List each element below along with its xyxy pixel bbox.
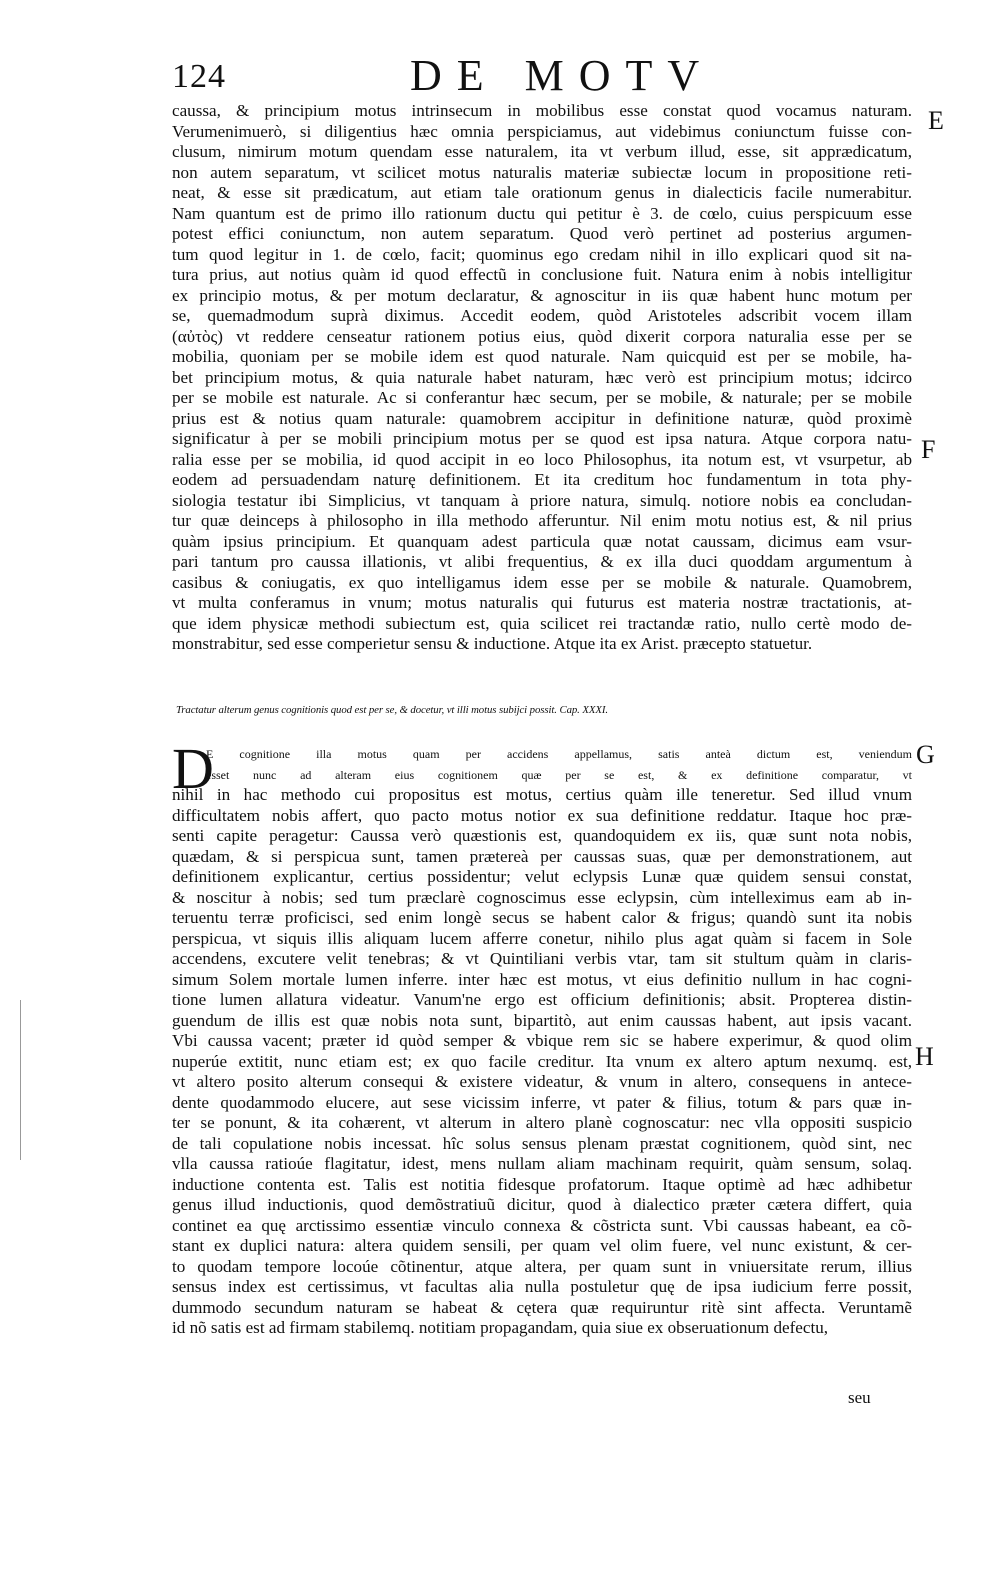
text-line: Verumenimuerò, si diligentius hæc omnia perspiciamus, aut videbimus coniunctum fuisse con- [172, 121, 912, 141]
text-line: tura prius, aut notius quàm id quod effectũ in conclusione fuit. Natura enim à nobis intelligitur [172, 265, 912, 284]
text-line: per se mobile est naturale. Ac si conferantur hæc secum, per se mobile, & naturale; per se mobile [172, 388, 912, 407]
text-line: ex principio motus, & per motum declaratur, & agnoscitur in iis quæ habent hunc motum per [172, 285, 912, 305]
text-line: ralia esse per se mobilia, id quod accipit in eo loco Philosophus, ita notum est, vt vsurpetur, ab [172, 449, 912, 469]
text-line: teruentu terræ proficisci, sed enim longè secus se habent calor & frigus; quandò sunt ita nobis [172, 908, 912, 927]
text-line: bet principium motus, & quia naturale habet naturam, hæc verò est principium motus; idcirco [172, 367, 912, 387]
text-line: & noscitur à nobis; sed tum præclarè cognoscimus esse eclypsin, cùm intelleximus eam ab in- [172, 887, 912, 907]
text-line: perspicua, vt siquis illis aliquam lucem afferre conetur, nihilo plus agat quàm si facem in Sole [172, 928, 912, 948]
text-line: ter se ponunt, & ita cohærent, vt alterum in altero planè cognoscatur: nec vlla oppositi suspicio [172, 1113, 912, 1132]
margin-letter-h: H [915, 1042, 934, 1071]
text-line: non autem separatum, vt scilicet motus naturalis materiæ subiectæ locum in propositione reti- [172, 162, 912, 182]
text-line: senti capite peragetur: Caussa verò quæstionis est, quandoquidem ex iis, quæ sunt nota nobis, [172, 826, 912, 845]
text-line: E cognitione illa motus quam per accidens appellamus, satis anteà dictum est, veniendum [206, 747, 912, 761]
text-line: sensus index est certissimus, vt facultas alia nulla postuletur quę de ipsa iudicium ferre possit, [172, 1277, 912, 1296]
text-line: guendum de illis est quæ nobis nota sunt, bipartitò, aut enim caussas habent, aut ipsis vacant. [172, 1010, 912, 1030]
text-line: mobilia, quoniam per se mobile idem est quod naturale. Nam quicquid est per se mobile, ha- [172, 347, 912, 366]
text-line: difficultatem nobis affert, quo pacto motus notior ex sua definitione reddatur. Itaque hoc præ- [172, 805, 912, 825]
text-line: dummodo secundum naturam se habeat & cętera quæ requiruntur ritè sint affecta. Veruntamẽ [172, 1297, 912, 1317]
text-line: dente quodammodo elucere, aut sese vicissim inferre, vt pater & filius, totum & pars quæ in- [172, 1092, 912, 1112]
text-line: quædam, & si perspicua sunt, tamen prætereà per caussas suas, quæ per demonstrationem, aut [172, 846, 912, 866]
text-line: nihil in hac methodo cui propositus est motus, certius quàm ille teneretur. Sed illud vnum [172, 785, 912, 804]
text-line: quàm ipsius principium. Et quanquam adest particula quæ notat caussam, dicimus eam vsur- [172, 531, 912, 551]
text-line: vt altero posito alterum consequi & existere videatur, & vnum in altero, consequens in antece- [172, 1072, 912, 1091]
text-line: tione lumen allatura videatur. Vanum'ne ergo est officium definitionis; absit. Propterea distin- [172, 990, 912, 1009]
text-line: vt multa conferamus in vnum; motus naturalis qui futurus est materia nostræ tractationis, at- [172, 593, 912, 612]
text-line: esset nunc ad alteram eius cognitionem quæ per se est, & ex definitione comparatur, vt [206, 767, 912, 782]
text-line: accendens, excutere velit tenebras; & vt Quintiliani verbis vtar, tam sit stultum quàm in claris- [172, 949, 912, 968]
text-line: continet ea quę arctissimo essentiæ vinculo connexa & cõstricta sunt. Vbi caussas habeant, ea cõ- [172, 1215, 912, 1235]
text-line: Nam quantum est de primo illo rationum ductu qui petitur è 3. de cœlo, cuius perspicuum esse [172, 203, 912, 223]
text-line: casibus & coniugatis, ex quo intelligamus idem esse per se mobile & naturale. Quamobrem, [172, 572, 912, 592]
text-line: potest effici coniunctum, non autem separatum. Quod verò pertinet ad posterius argumen- [172, 224, 912, 243]
text-line: eodem ad persuadendam naturę definitionem. Et ita creditum hoc fundamentum in tota phy- [172, 470, 912, 489]
text-line: que idem physicæ methodi subiectum est, quia scilicet rei tractandæ ratio, nullo certè modo de- [172, 613, 912, 633]
running-head: DE MOTV [410, 51, 715, 100]
page-number: 124 [172, 58, 226, 95]
text-line: vlla caussa ratioúe flagitatur, idest, mens nullam aliam machinam requirit, quàm sensum, solaq. [172, 1154, 912, 1173]
margin-letter-e: E [928, 106, 944, 135]
text-line: to quodam tempore locoúe cõtinentur, atque altera, per quam sunt in vniuersitate rerum, illius [172, 1256, 912, 1276]
text-line: id nõ satis est ad firmam stabilemq. notitiam propagandam, quia siue ex obseruationum defectu, [172, 1318, 829, 1337]
text-line: (αὐτὸς) vt reddere censeatur rationem potius eius, quòd dixerit corpora naturalia esse per se [172, 326, 912, 346]
text-line: definitionem explicantur, certius possidentur; velut eclypsis Lunæ quæ quidem sensui constat, [172, 867, 912, 886]
text-line: simum Solem mortale lumen inferre. inter hæc est motus, vt eius definitio nullum in hac cogni- [172, 969, 912, 989]
text-line: neat, & esse sit prædicatum, aut etiam tale orationum genus in dialecticis facile numerabitur. [172, 183, 912, 202]
text-line: tur quæ deinceps à philosopho in illa methodo afferuntur. Nil enim motu notius est, & nil prius [172, 511, 912, 530]
body-paragraph-2 [172, 736, 912, 1339]
margin-letter-f: F [921, 435, 936, 464]
text-line: Vbi caussa vacent; præter id quòd semper & vbique rem sic se habere experimur, & quod olim [172, 1031, 912, 1050]
text-line: se, quemadmodum suprà diximus. Accedit eodem, quòd Aristoteles adscribit vocem illam [172, 306, 912, 325]
text-line: prius est & notius quam naturale: quamobrem accipitur in definitione naturæ, quòd proximè [172, 408, 912, 428]
catchword: seu [848, 1388, 871, 1407]
text-line: significatur à per se mobili principium motus per se quod est ipsa natura. Atque corpora natu- [172, 429, 912, 448]
drop-cap: D [172, 736, 214, 801]
text-line: inductione contenta est. Talis est notitia fidesque profatorum. Itaque optimè ad hæc adhibetur [172, 1174, 912, 1194]
text-line: genus illud inductionis, quod demõstratiuũ dicitur, quod à dialectico præter cætera differt, quia [172, 1195, 912, 1214]
text-line: tum quod legitur in 1. de cœlo, facit; quominus ego credam nihil in illo explicari quod sit na- [172, 244, 912, 264]
text-line: caussa, & principium motus intrinsecum in mobilibus esse constat quod vocamus naturam. [172, 101, 912, 120]
scan-edge-line [20, 1000, 21, 1160]
text-line: nuperúe extitit, nunc etiam est; ex quo facile creditur. Ita vnum ex altero aptum nexumq. est, [172, 1051, 912, 1071]
margin-letter-g: G [916, 740, 935, 769]
text-line: pari tantum pro caussa illationis, vt alibi frequentius, & ex illa duci quoddam argumentum à [172, 552, 912, 571]
text-line: clusum, nimirum motum quendam esse naturalem, ita vt verbum illud, esse, sit apprædicatum, [172, 142, 912, 161]
text-line: de tali copulatione nobis incessat. hîc solus sensus plenam præstat cognitionem, quòd sint, nec [172, 1133, 912, 1153]
body-paragraph-1 [172, 101, 912, 655]
text-line: stant ex duplici natura: altera quidem sensili, per quam vel olim fuere, vel nunc existunt, & cer- [172, 1236, 912, 1255]
chapter-heading: Tractatur alterum genus cognitionis quod est per se, & docetur, vt illi motus subijci possit. Cap. XXXI. [176, 704, 608, 716]
text-line: monstrabitur, sed esse comperietur sensu & inductione. Atque ita ex Arist. præcepto statuetur. [172, 634, 813, 653]
text-line: siologia testatur ibi Simplicius, vt tanquam à priore natura, simulq. notiore nobis ea concludan- [172, 490, 912, 510]
